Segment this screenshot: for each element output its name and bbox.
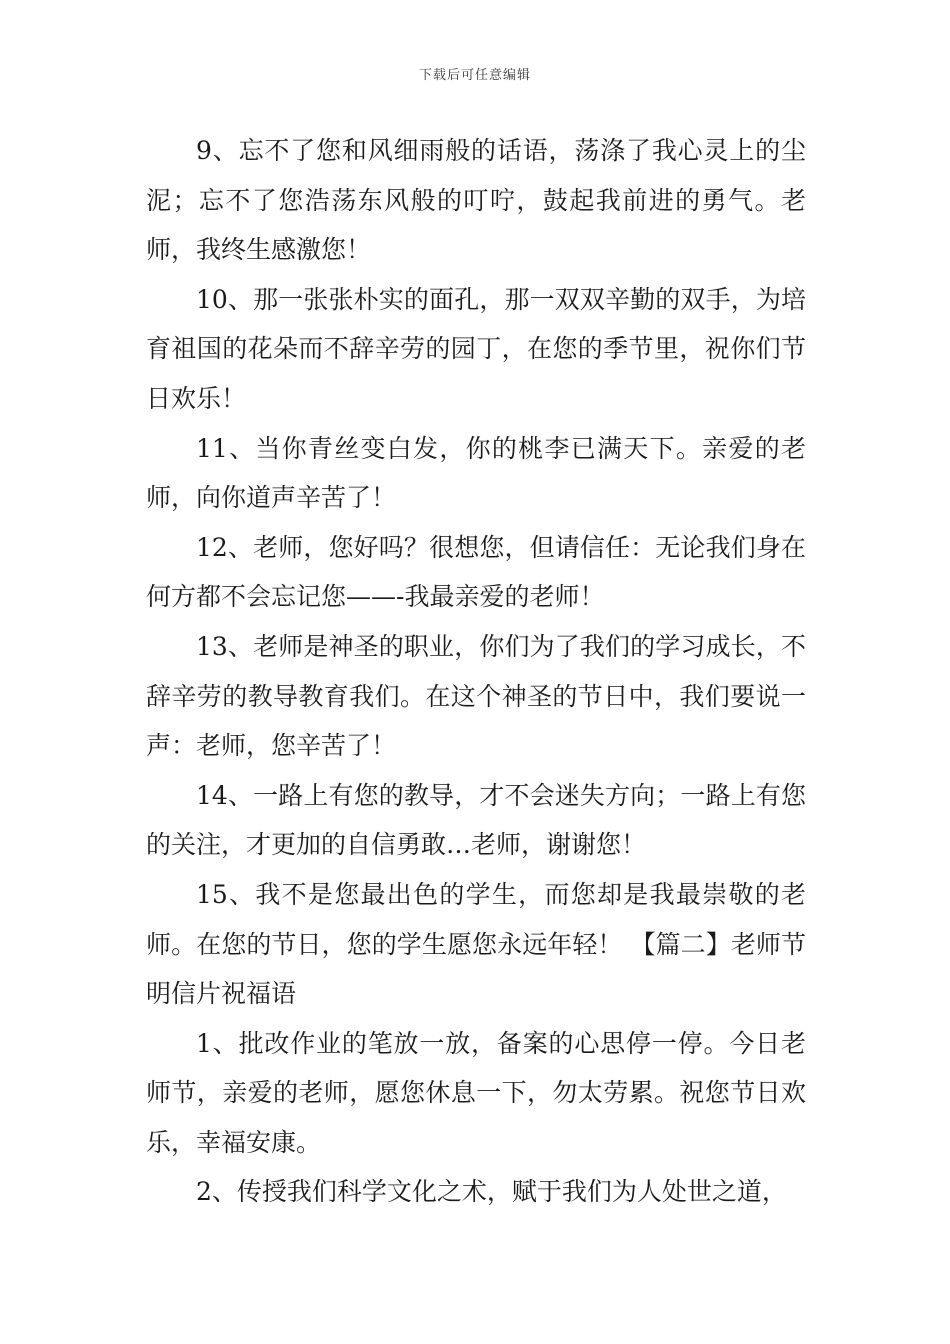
document-body (146, 126, 806, 1217)
paragraph-12: 12、老师，您好吗？很想您，但请信任：无论我们身在何方都不会忘记您——-我最亲爱的老师！ (146, 532, 806, 612)
paragraph-15: 15、我不是您最出色的学生，而您却是我最崇敬的老师。在您的节日，您的学生愿您永远年轻！ 【篇二】老师节明信片祝福语 (146, 879, 806, 1009)
paragraph-10: 10、那一张张朴实的面孔，那一双双辛勤的双手，为培育祖国的花朵而不辞辛劳的园丁，在您的季节里，祝你们节日欢乐！ (146, 284, 806, 413)
page-header: 下载后可任意编辑 (418, 68, 531, 83)
paragraph-9: 9、忘不了您和风细雨般的话语，荡涤了我心灵上的尘泥；忘不了您浩荡东风般的叮咛，鼓起我前进的勇气。老师，我终生感激您！ (146, 136, 806, 265)
paragraph-part2-2: 2、传授我们科学文化之术，赋于我们为人处世之道， (196, 1177, 787, 1207)
paragraph-part2-1: 1、批改作业的笔放一放，备案的心思停一停。今日老师节，亲爱的老师，愿您休息一下，勿太劳累。祝您节日欢乐，幸福安康。 (146, 1028, 806, 1157)
paragraph-13: 13、老师是神圣的职业，你们为了我们的学习成长，不辞辛劳的教导教育我们。在这个神圣的节日中，我们要说一声：老师，您辛苦了！ (146, 631, 806, 761)
paragraph-11: 11、当你青丝变白发，你的桃李已满天下。亲爱的老师，向你道声辛苦了！ (146, 433, 806, 513)
paragraph-14: 14、一路上有您的教导，才不会迷失方向；一路上有您的关注，才更加的自信勇敢…老师，谢谢您！ (146, 780, 806, 860)
